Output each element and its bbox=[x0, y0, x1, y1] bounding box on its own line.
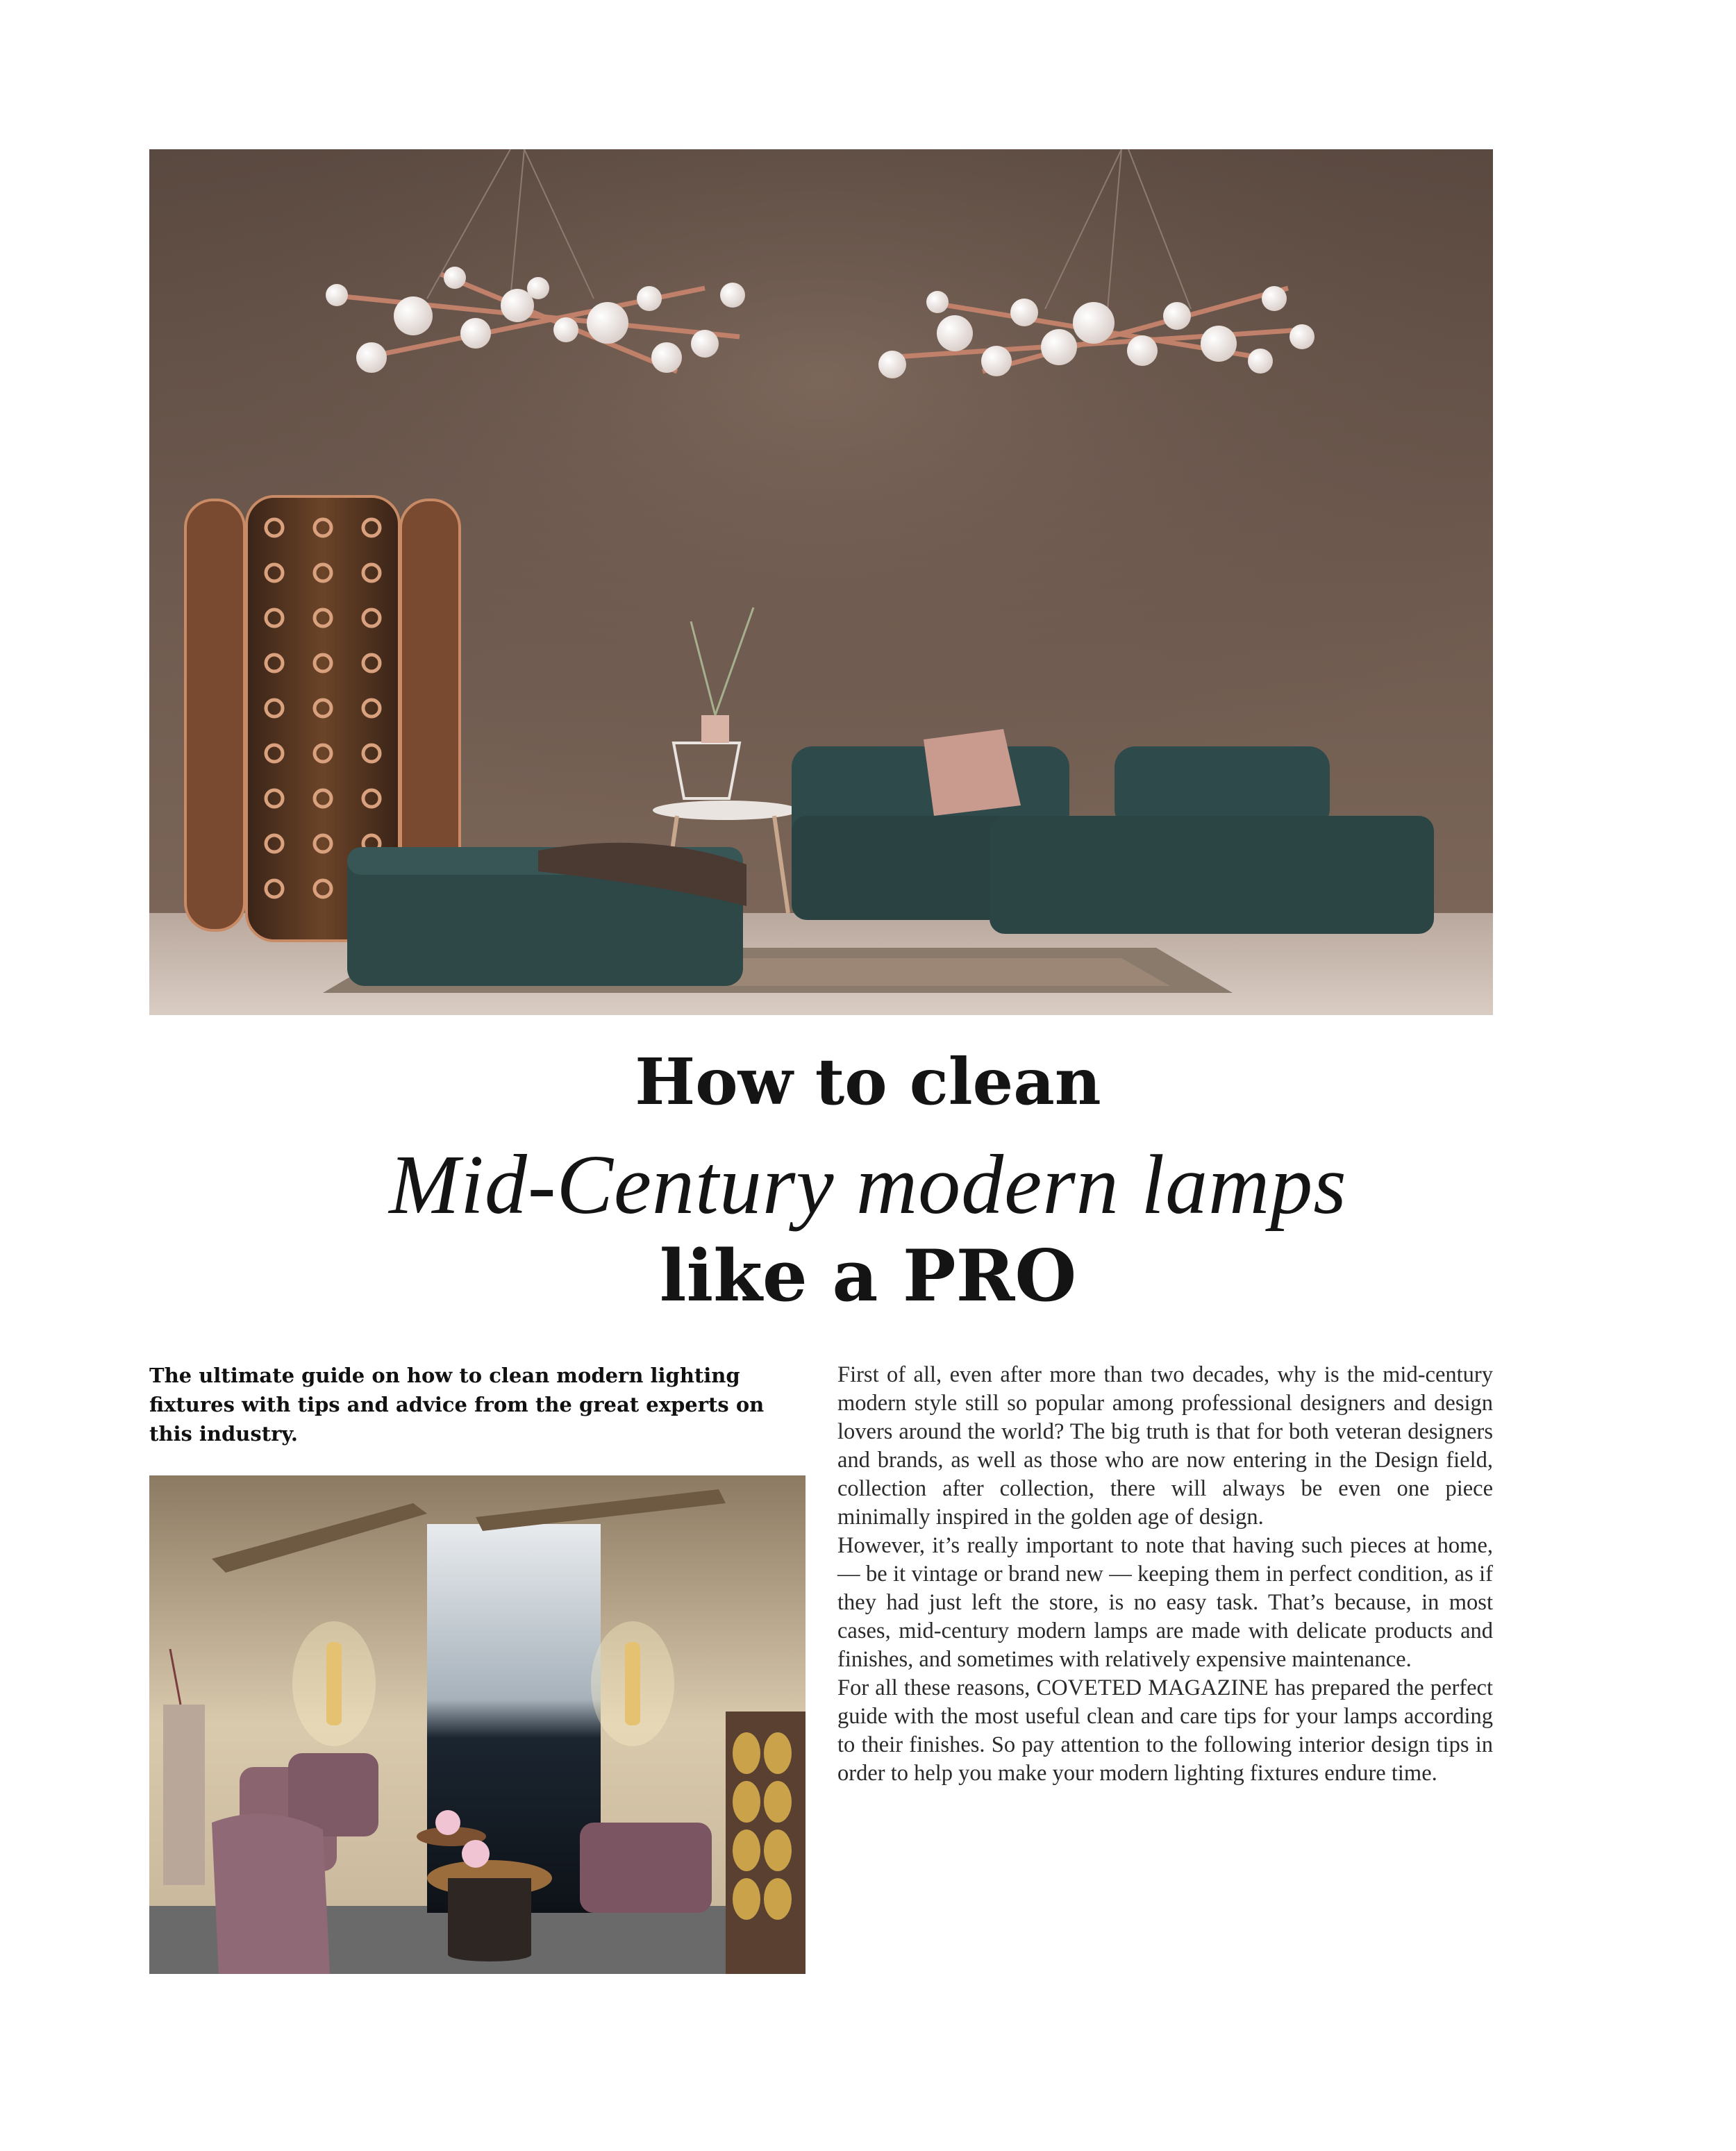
article-title-line-1: How to clean bbox=[635, 1044, 1101, 1119]
hero-image bbox=[149, 149, 1493, 1015]
article-title-line-2: Mid-Century modern lamps bbox=[389, 1138, 1347, 1232]
body-paragraph: However, it’s really important to note that having such pieces at home, — be it vintage or brand new — keeping them in perfect condition, as if they had just left the store, is no easy task. That’s because, in most cases, mid-century modern lamps are made with delicate products and finishes, and sometimes with relatively expensive maintenance. bbox=[837, 1533, 1493, 1672]
article-body bbox=[837, 1361, 1493, 1788]
body-paragraph: For all these reasons, COVETED MAGAZINE has prepared the perfect guide with the most useful clean and care tips for your lamps according to their finishes. So pay attention to the following interior design tips in order to help you make your modern lighting fixtures endure time. bbox=[837, 1675, 1493, 1786]
body-paragraph: First of all, even after more than two decades, why is the mid-century modern style still so popular among professional designers and design lovers around the world? The big truth is that for both veteran designers and brands, as well as those who are now entering in the Design field, collection after collection, there will always be even one piece minimally inspired in the golden age of design. bbox=[837, 1362, 1493, 1530]
article-lede: The ultimate guide on how to clean modern lighting fixtures with tips and advice from the great experts on this industry. bbox=[149, 1364, 765, 1446]
lounge-photo bbox=[149, 1475, 806, 1974]
article-title-line-3: like a PRO bbox=[659, 1234, 1077, 1318]
